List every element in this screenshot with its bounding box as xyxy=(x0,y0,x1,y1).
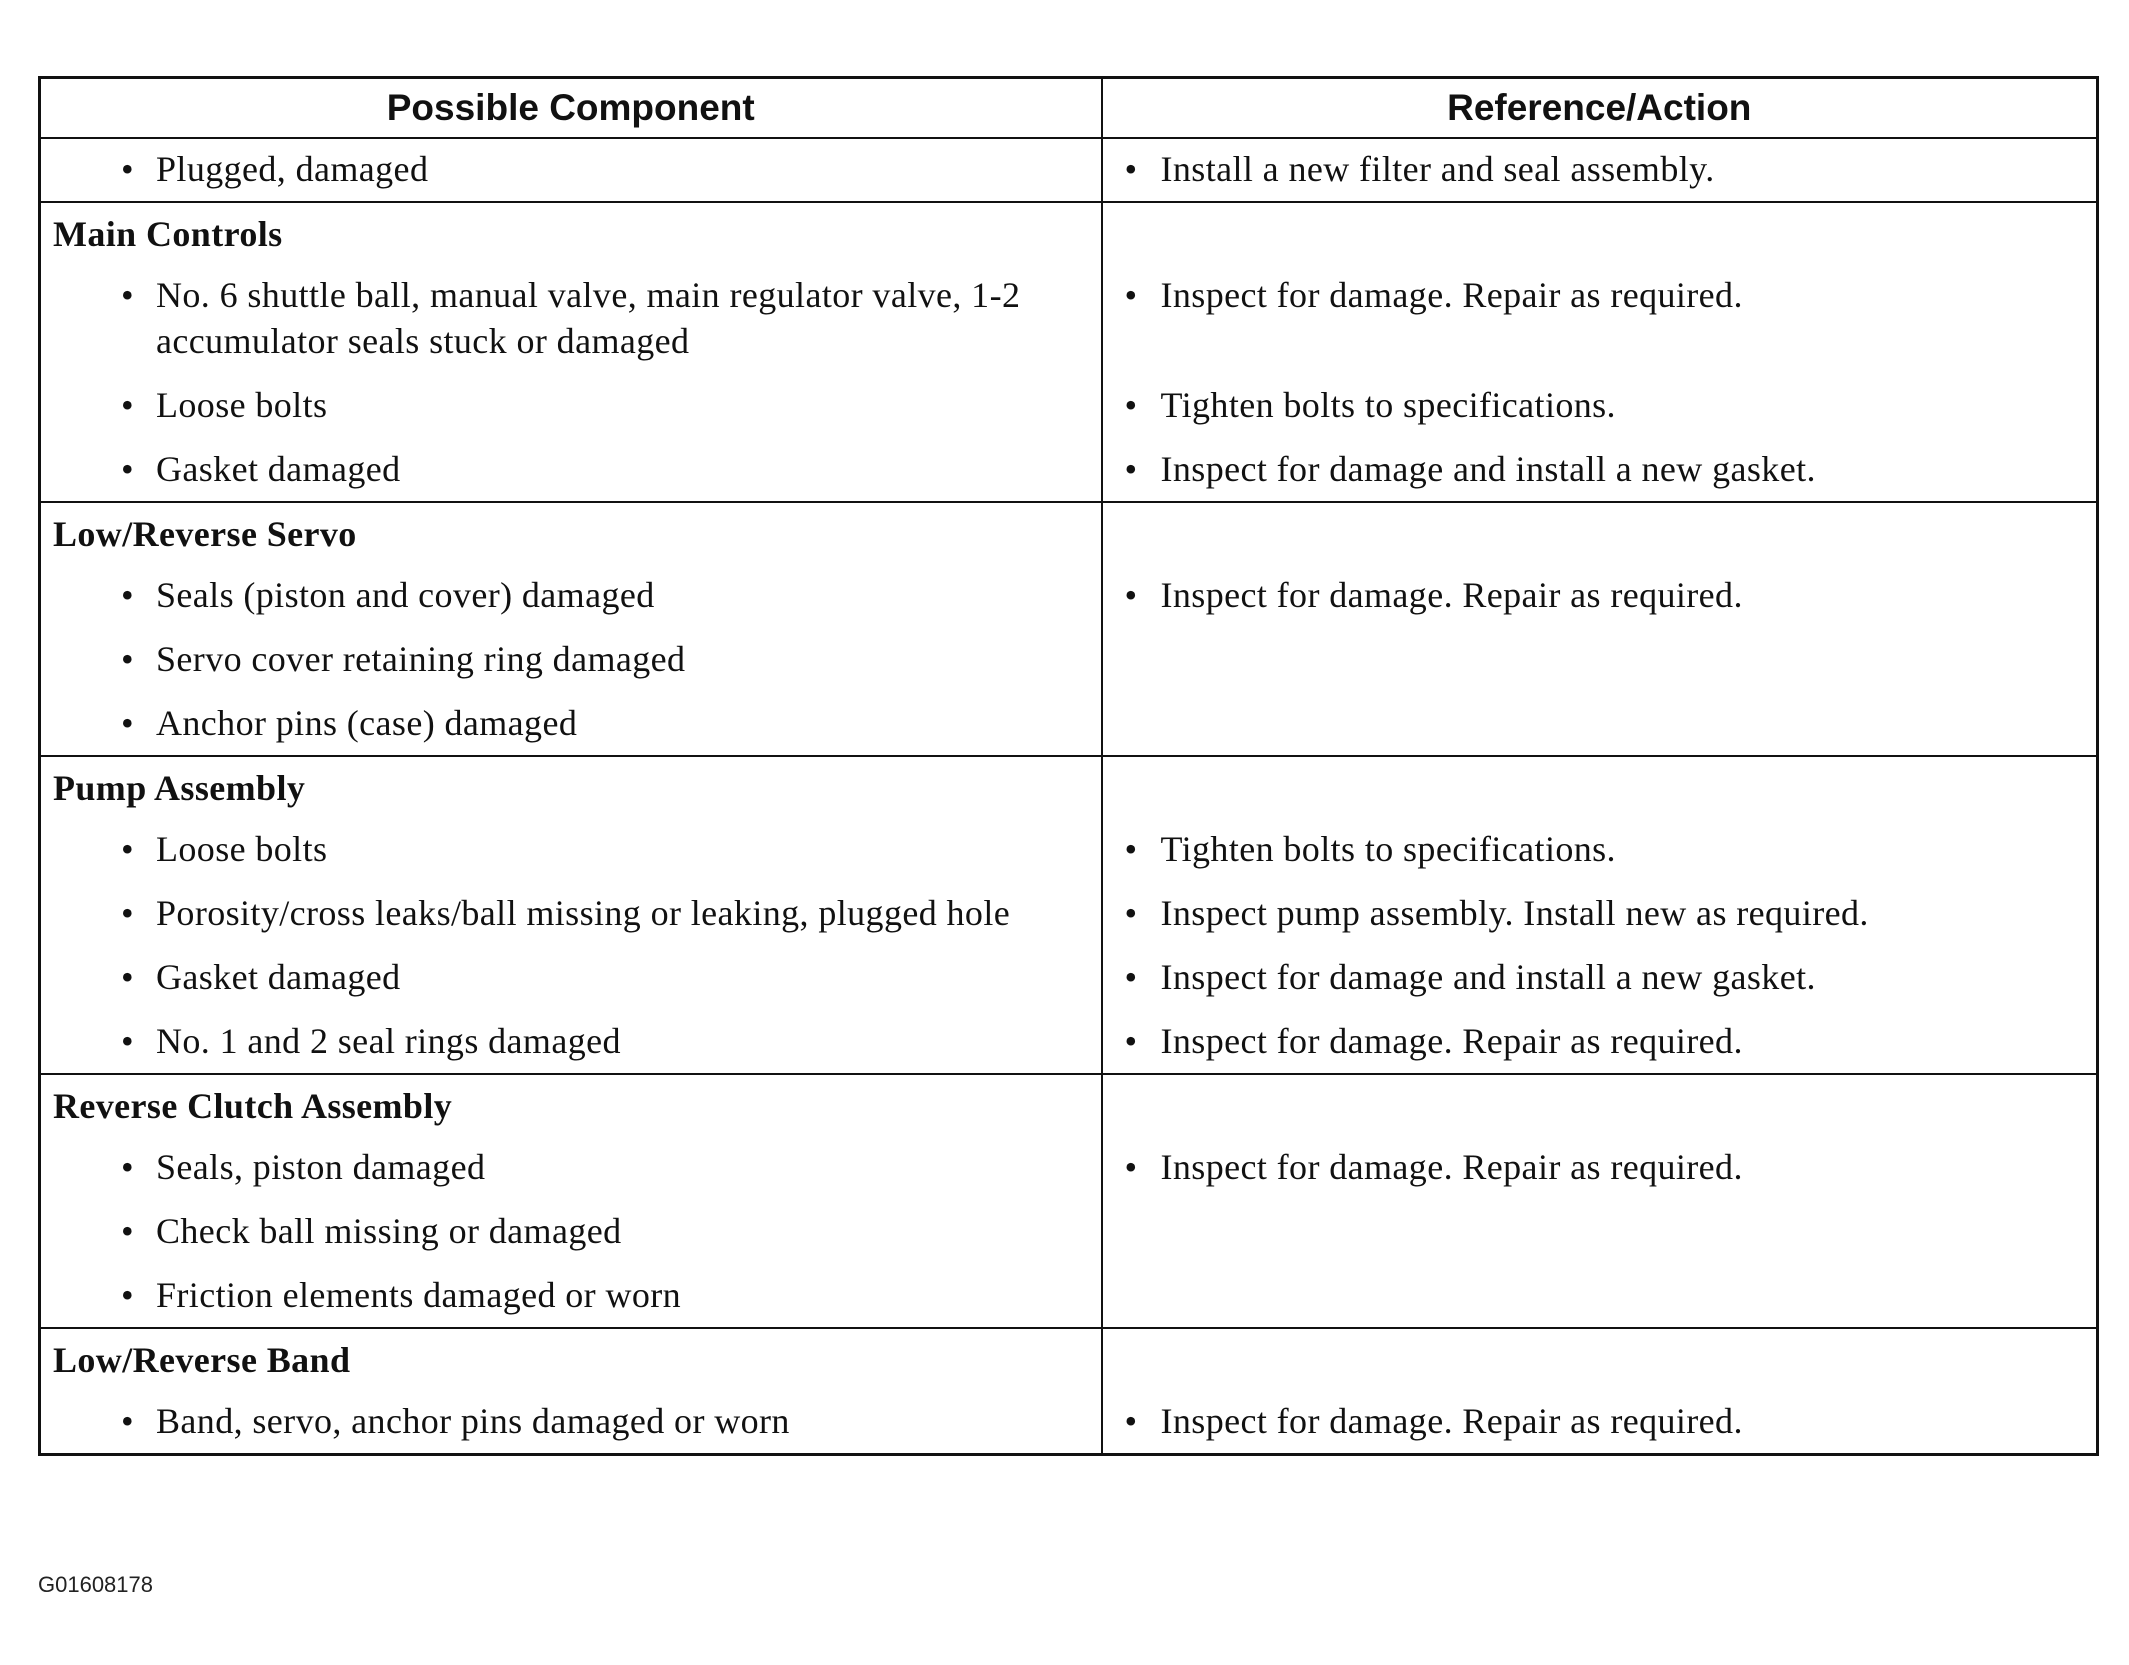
bullet: • xyxy=(121,1401,135,1441)
bullet: • xyxy=(121,893,135,933)
action-text: Inspect for damage and install a new gasket. xyxy=(1160,449,1816,489)
table-row xyxy=(40,373,2098,437)
component-text: Porosity/cross leaks/ball missing or leaking, plugged hole xyxy=(156,893,1011,933)
action-item xyxy=(1103,263,2097,327)
component-item xyxy=(41,1009,1101,1073)
component-text: Loose bolts xyxy=(156,829,328,869)
component-text: Loose bolts xyxy=(156,385,328,425)
bullet: • xyxy=(1124,1147,1138,1187)
action-item xyxy=(1103,563,2097,627)
bullet: • xyxy=(1124,1401,1138,1441)
figure-code: G01608178 xyxy=(38,1572,153,1597)
component-item xyxy=(41,1135,1101,1199)
bullet: • xyxy=(121,957,135,997)
bullet: • xyxy=(121,449,135,489)
action-text: Tighten bolts to specifications. xyxy=(1160,385,1616,425)
component-item xyxy=(41,1389,1101,1453)
component-text: Seals, piston damaged xyxy=(156,1147,486,1187)
component-text: Seals (piston and cover) damaged xyxy=(156,575,655,615)
bullet: • xyxy=(121,829,135,869)
table-row xyxy=(40,945,2098,1009)
action-text: Inspect for damage. Repair as required. xyxy=(1160,1021,1743,1061)
action-text: Inspect for damage. Repair as required. xyxy=(1160,575,1743,615)
component-text: Band, servo, anchor pins damaged or worn xyxy=(156,1401,790,1441)
bullet: • xyxy=(121,1021,135,1061)
action-text: Inspect for damage. Repair as required. xyxy=(1160,1147,1743,1187)
component-item xyxy=(41,139,1101,201)
component-item xyxy=(41,881,1101,945)
component-text: Friction elements damaged or worn xyxy=(156,1275,682,1315)
table-row xyxy=(40,1389,2098,1455)
component-text: Gasket damaged xyxy=(156,449,401,489)
table-row xyxy=(40,263,2098,373)
bullet: • xyxy=(121,639,135,679)
component-item xyxy=(41,691,1101,755)
bullet: • xyxy=(1124,1021,1138,1061)
component-item xyxy=(41,1263,1101,1327)
section-heading-row xyxy=(40,756,2098,817)
bullet: • xyxy=(1124,893,1138,933)
action-item xyxy=(1103,1135,2097,1199)
bullet: • xyxy=(121,575,135,615)
table-row xyxy=(40,1009,2098,1074)
section-heading-row xyxy=(40,1074,2098,1135)
action-text: Inspect for damage and install a new gasket. xyxy=(1160,957,1816,997)
component-item xyxy=(41,373,1101,437)
component-item xyxy=(41,263,1101,373)
component-text: No. 6 shuttle ball, manual valve, main regulator valve, 1-2 accumulator seals stuck or damaged xyxy=(156,275,1021,361)
action-text: Inspect for damage. Repair as required. xyxy=(1160,275,1743,315)
table-row xyxy=(40,1263,2098,1328)
bullet: • xyxy=(121,1147,135,1187)
component-item xyxy=(41,1199,1101,1263)
component-item xyxy=(41,437,1101,501)
action-item xyxy=(1103,881,2097,945)
bullet: • xyxy=(121,385,135,425)
action-text: Inspect pump assembly. Install new as required. xyxy=(1160,893,1869,933)
action-text: Tighten bolts to specifications. xyxy=(1160,829,1616,869)
diagnostic-table xyxy=(38,76,2099,1456)
bullet: • xyxy=(1124,957,1138,997)
action-item xyxy=(1103,945,2097,1009)
section-heading-reverse-clutch-assembly: Reverse Clutch Assembly xyxy=(53,1086,453,1126)
component-text: Anchor pins (case) damaged xyxy=(156,703,578,743)
action-text: Install a new filter and seal assembly. xyxy=(1160,149,1715,189)
bullet: • xyxy=(121,149,135,189)
bullet: • xyxy=(121,703,135,743)
section-heading-main-controls: Main Controls xyxy=(53,214,283,254)
header-row xyxy=(40,78,2098,139)
action-item xyxy=(1103,1389,2097,1453)
action-item xyxy=(1103,1009,2097,1073)
section-heading-row xyxy=(40,202,2098,263)
section-heading-low-reverse-servo: Low/Reverse Servo xyxy=(53,514,357,554)
header-reference-action: Reference/Action xyxy=(1102,78,2098,139)
action-item xyxy=(1103,817,2097,881)
component-item xyxy=(41,945,1101,1009)
table-row xyxy=(40,817,2098,881)
bullet: • xyxy=(121,1275,135,1315)
table-row xyxy=(40,691,2098,756)
component-text: Servo cover retaining ring damaged xyxy=(156,639,686,679)
table-row xyxy=(40,881,2098,945)
bullet: • xyxy=(1124,829,1138,869)
section-heading-row xyxy=(40,1328,2098,1389)
bullet: • xyxy=(121,275,135,315)
table-row xyxy=(40,1135,2098,1199)
bullet: • xyxy=(1124,449,1138,489)
action-item xyxy=(1103,139,2097,201)
bullet: • xyxy=(1124,385,1138,425)
section-heading-pump-assembly: Pump Assembly xyxy=(53,768,306,808)
section-heading-low-reverse-band: Low/Reverse Band xyxy=(53,1340,351,1380)
bullet: • xyxy=(1124,275,1138,315)
component-item xyxy=(41,627,1101,691)
action-item xyxy=(1103,437,2097,501)
action-item xyxy=(1103,373,2097,437)
component-text: No. 1 and 2 seal rings damaged xyxy=(156,1021,621,1061)
header-possible-component: Possible Component xyxy=(40,78,1102,139)
component-text: Gasket damaged xyxy=(156,957,401,997)
table-row xyxy=(40,627,2098,691)
component-text: Check ball missing or damaged xyxy=(156,1211,622,1251)
section-heading-row xyxy=(40,502,2098,563)
bullet: • xyxy=(1124,149,1138,189)
table-row xyxy=(40,563,2098,627)
action-text: Inspect for damage. Repair as required. xyxy=(1160,1401,1743,1441)
table-row xyxy=(40,1199,2098,1263)
component-item xyxy=(41,563,1101,627)
table-row xyxy=(40,437,2098,502)
table-row xyxy=(40,138,2098,202)
component-text: Plugged, damaged xyxy=(156,149,429,189)
bullet: • xyxy=(1124,575,1138,615)
bullet: • xyxy=(121,1211,135,1251)
component-item xyxy=(41,817,1101,881)
